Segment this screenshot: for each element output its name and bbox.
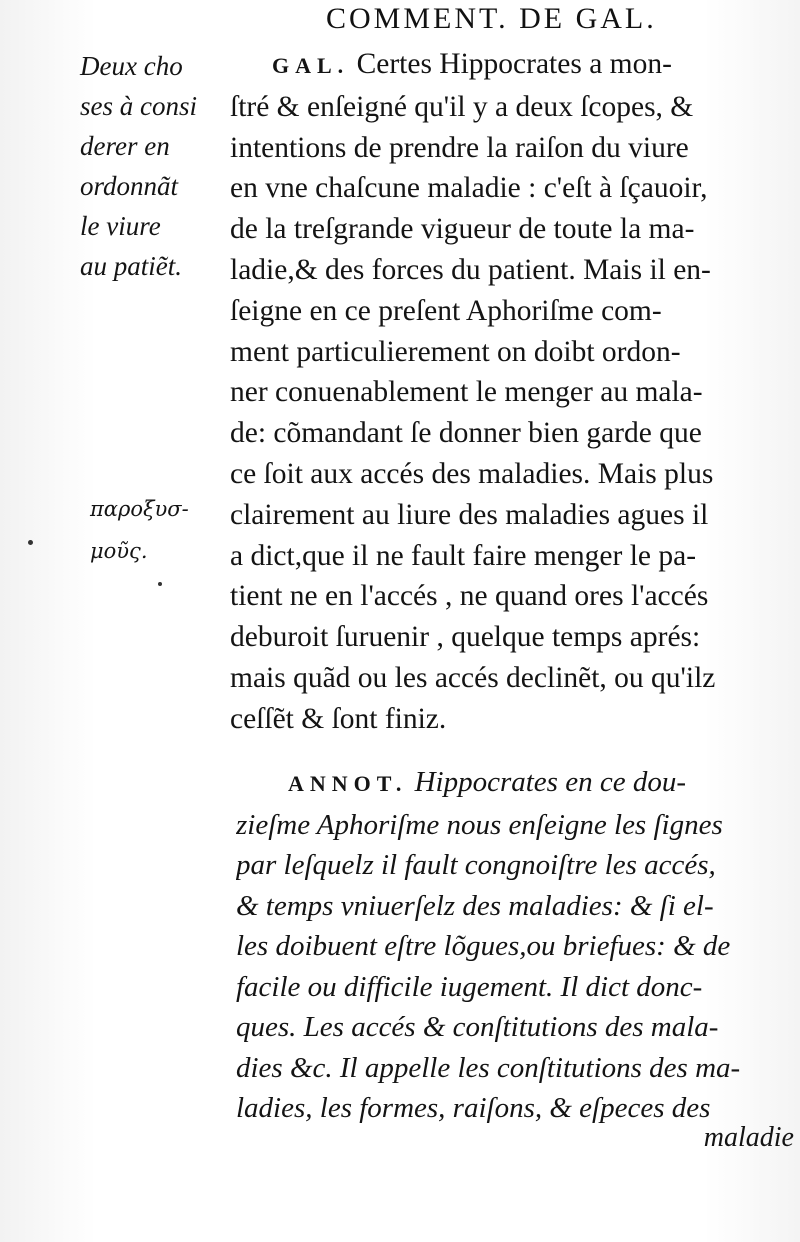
margin-note-line: ordonnãt (80, 171, 179, 201)
text-line: tient ne en l'accés , ne quand ores l'accés (230, 580, 709, 613)
text-line: clairement au liure des maladies agues il (230, 498, 709, 531)
text-line: par leſquelz il fault congnoiſtre les accés, (236, 849, 716, 881)
text-line: zieſme Aphoriſme nous enſeigne les ſignes (236, 808, 723, 841)
text-line: a dict,que il ne fault faire menger le pa- (230, 539, 697, 572)
text-line: mais quãd ou les accés declinẽt, ou qu'ilz (230, 661, 716, 694)
margin-note-line: Deux cho (80, 51, 183, 81)
text-line (236, 762, 800, 805)
margin-note-line: le viure (80, 211, 161, 241)
text-line: ment particulierement on doibt ordon- (230, 335, 681, 368)
text-line: deburoit ſuruenir , quelque temps aprés: (230, 621, 701, 654)
greek-note-line: μοῦς. (90, 539, 148, 563)
catchword: maladie (703, 1122, 794, 1153)
text-line: de: cõmandant ſe donner bien garde que (230, 417, 702, 450)
text-line: ſtré & enſeigné qu'il y a deux ſcopes, & (230, 90, 694, 123)
running-head: COMMENT. DE GAL. (326, 2, 657, 35)
galen-commentary (230, 44, 800, 740)
margin-note-line: au patiẽt. (80, 251, 182, 281)
text-line (230, 44, 800, 87)
text-line: ce ſoit aux accés des maladies. Mais plus (230, 457, 714, 490)
margin-note (80, 46, 228, 286)
greek-margin-note (90, 488, 230, 572)
annotation (236, 762, 800, 1129)
text-line: ques. Les accés & conſtitutions des mala- (236, 1011, 719, 1043)
text-line: dies &c. Il appelle les conſtitutions des ma- (236, 1051, 741, 1084)
text-line: ner conuenablement le menger au mala- (230, 376, 703, 409)
margin-note-line: ses à consi (80, 91, 197, 121)
text-line: intentions de prendre la raiſon du viure (230, 131, 689, 164)
text-line: ladie,& des forces du patient. Mais il en- (230, 253, 711, 286)
margin-note-line: derer en (80, 131, 170, 161)
greek-note-line: παροξυσ- (90, 497, 189, 521)
speaker-label: GAL. (272, 53, 350, 78)
ink-mark (28, 540, 33, 545)
text-line-content: Hippocrates en ce dou- (414, 766, 686, 798)
text-line: ladies, les formes, raiſons, & eſpeces des (236, 1092, 711, 1124)
text-line: les doibuent eſtre lõgues,ou briefues: & de (236, 930, 731, 962)
speaker-label: ANNOT. (288, 771, 408, 796)
text-line: & temps vniuerſelz des maladies: & ſi el- (236, 889, 714, 922)
text-line: ceſſẽt & ſont finiz. (230, 702, 447, 735)
text-line: ſeigne en ce preſent Aphoriſme com- (230, 294, 662, 327)
text-line: de la treſgrande vigueur de toute la ma- (230, 213, 695, 246)
text-line: en vne chaſcune maladie : c'eſt à ſçauoir, (230, 172, 708, 205)
text-line-content: Certes Hippocrates a mon- (356, 48, 672, 80)
text-line: facile ou difficile iugement. Il dict donc- (236, 970, 703, 1003)
ink-mark (158, 582, 162, 586)
